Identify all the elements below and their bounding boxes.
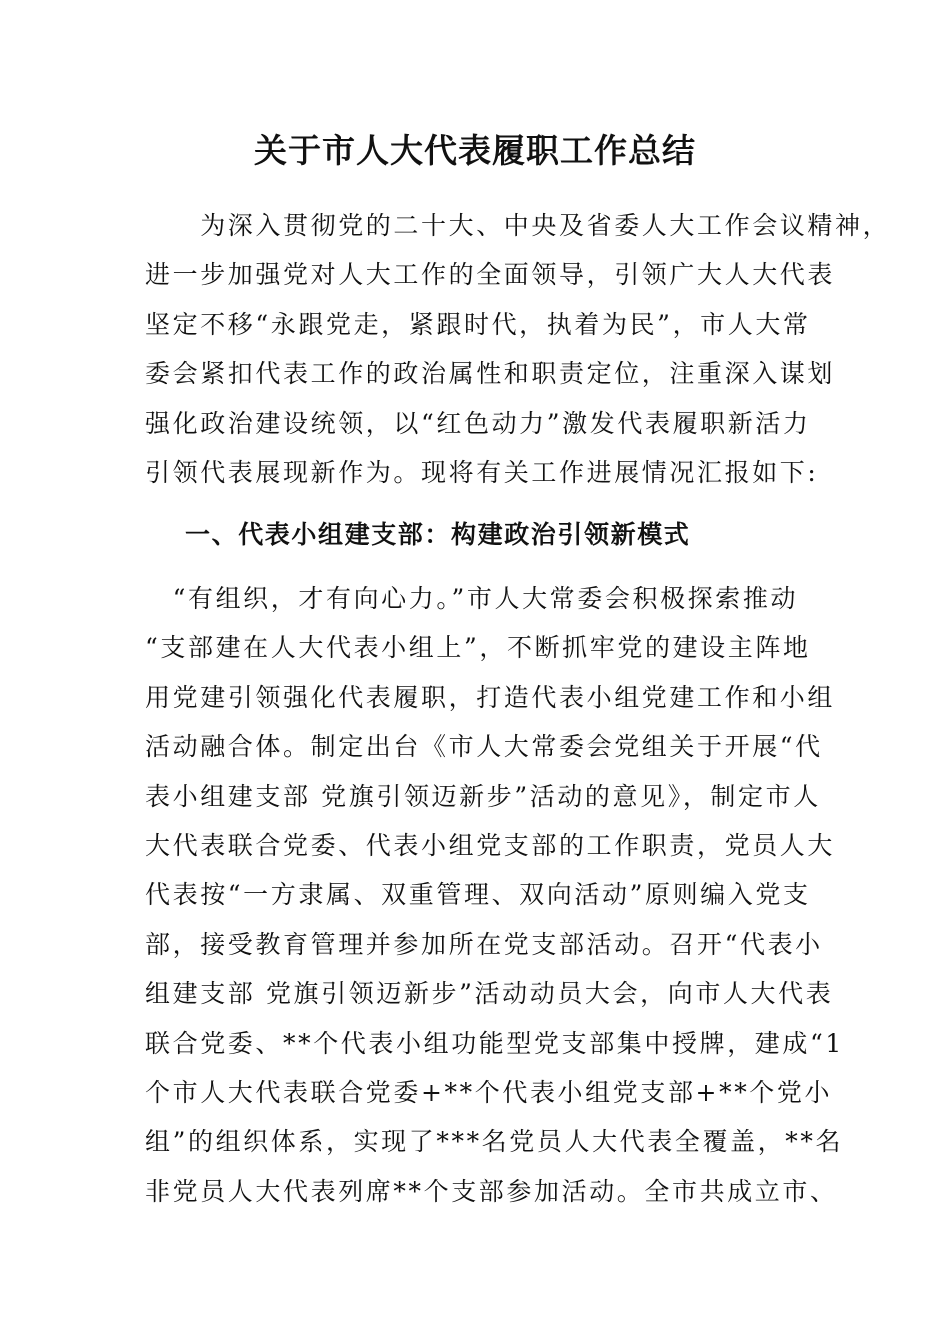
intro-line: 强化政治建设统领，以“红色动力”激发代表履职新活力 [145, 408, 811, 438]
body-line: 表小组建支部 党旗引领迈新步”活动的意见》，制定市人 [145, 781, 821, 811]
intro-line: 坚定不移“永跟党走，紧跟时代，执着为民”，市人大常 [145, 309, 811, 339]
intro-line: 委会紧扣代表工作的政治属性和职责定位，注重深入谋划 [145, 359, 836, 389]
body-line: 大代表联合党委、代表小组党支部的工作职责，党员人大 [145, 831, 836, 861]
document-title: 关于市人大代表履职工作总结 [254, 131, 696, 170]
body-line: 用党建引领强化代表履职，打造代表小组党建工作和小组 [145, 682, 836, 712]
intro-line: 引领代表展现新作为。现将有关工作进展情况汇报如下: [145, 458, 819, 488]
intro-paragraph [145, 201, 891, 497]
intro-line: 进一步加强党对人大工作的全面领导，引领广大人大代表 [145, 260, 836, 290]
body-line: 组建支部 党旗引领迈新步”活动动员大会，向市人大代表 [145, 979, 834, 1009]
body-line: 代表按“一方隶属、双重管理、双向活动”原则编入党支 [145, 880, 811, 910]
body-line: 非党员人大代表列席**个支部参加活动。全市共成立市、 [145, 1176, 838, 1206]
body-line: 活动融合体。制定出台《市人大常委会党组关于开展“代 [145, 732, 823, 762]
section-heading: 一、代表小组建支部：构建政治引领新模式 [185, 520, 691, 549]
body-line: “支部建在人大代表小组上”，不断抓牢党的建设主阵地 [145, 633, 811, 663]
body-line: “有组织，才有向心力。”市人大常委会积极探索推动 [145, 584, 799, 613]
body-line: 部，接受教育管理并参加所在党支部活动。召开“代表小 [145, 929, 823, 959]
body-line: 组”的组织体系，实现了***名党员人大代表全覆盖，**名 [145, 1127, 844, 1157]
body-line: 联合党委、**个代表小组功能型党支部集中授牌，建成“1 [145, 1028, 844, 1058]
section-paragraph [145, 574, 844, 1216]
body-line: 个市人大代表联合党委+**个代表小组党支部+**个党小 [145, 1078, 833, 1108]
intro-line: 为深入贯彻党的二十大、中央及省委人大工作会议精神， [145, 211, 891, 240]
